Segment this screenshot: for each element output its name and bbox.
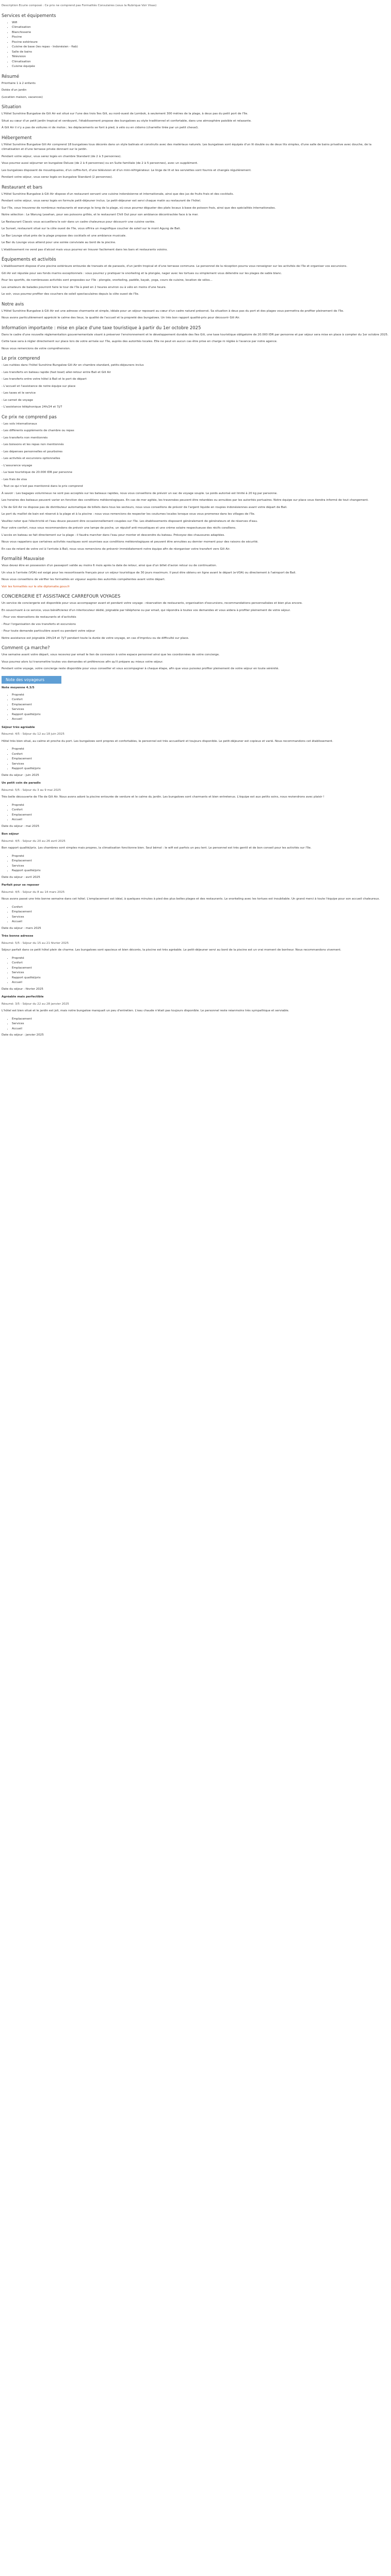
- paragraph: Pendant votre voyage, votre concierge reste disponible pour vous conseiller et vous accompagner à chaque étape, afin que vous puissiez profiter pleinement de votre séjour en toute sérénité.: [2, 667, 280, 670]
- hebergement-title: Hébergement: [2, 135, 32, 141]
- restaurant-section: [2, 184, 389, 253]
- review-meta: Résumé: 4/5 - Séjour du 8 au 14 mars 2025: [2, 890, 65, 894]
- paragraph: Veuillez noter que l'électricité et l'eau douce peuvent être occasionnellement coupées sur l'île. Les établissements disposent généralement de générateurs et de réserves d'eau.: [2, 519, 258, 523]
- review-criteria-list: [2, 1017, 389, 1032]
- paragraph: Le port du maillot de bain est réservé à la plage et à la piscine : nous vous remercions de respecter les coutumes locales lorsque vous vous promenez dans les villages de l'île.: [2, 513, 255, 516]
- conciergerie-section: [2, 594, 389, 641]
- paragraph: Vous devez être en possession d'un passeport valide au moins 6 mois après la date de retour, ainsi que d'un billet d'avion retour ou de continuation.: [2, 564, 217, 567]
- paragraph: Le Restaurant Classic vous accueillera le soir dans un cadre chaleureux pour découvrir une cuisine variée.: [2, 220, 155, 224]
- paragraph: Cette taxe sera à régler directement sur place lors de votre arrivée sur l'île, auprès des autorités locales. Elle ne peut en aucun cas être prise en charge ni réglée à l'avance par notre agence.: [2, 340, 278, 343]
- review-criteria-list: [2, 803, 389, 823]
- paragraph: L'accès en bateau se fait directement sur la plage : il faudra marcher dans l'eau pour monter et descendre du bateau. Prévoyez des chaussures adaptées.: [2, 533, 225, 537]
- review-title: Très bonne adresse: [2, 935, 34, 938]
- review-meta: Résumé: 5/5 - Séjour du 3 au 9 mai 2025: [2, 788, 61, 792]
- paragraph: L'Hôtel Sunshine Bungalow à Gili Air est une adresse charmante et simple, idéale pour un séjour reposant au cœur d'un cadre naturel préservé. Sa situation à deux pas du port et des plages vous permettra de profiter pleinement de l'île.: [2, 309, 344, 313]
- list-item: • Accueil: [12, 980, 389, 986]
- paragraph: Pendant votre séjour, vous serez logés en formule petit-déjeuner inclus. Le petit-déjeuner est servi chaque matin au restaurant de l'hôtel.: [2, 199, 201, 202]
- paragraph: Le Bar Lounge situé près de la plage propose des cocktails et une ambiance musicale.: [2, 234, 126, 238]
- list-item: - Les différents suppléments de chambre ou repas: [2, 429, 74, 432]
- avis-title: Notre avis: [2, 301, 24, 307]
- review-date: Date du séjour : avril 2025: [2, 875, 40, 879]
- list-item: - La taxe touristique de 20.000 IDR par personne: [2, 471, 73, 474]
- list-item: - Les transferts non mentionnés: [2, 436, 48, 439]
- important-title: Information importante : mise en place d'une taxe touristique à partir du 1er octobre 2025: [2, 325, 201, 331]
- list-item: • Rapport qualité/prix: [12, 976, 389, 981]
- review-title: Bon séjour: [2, 833, 19, 836]
- list-item: • Accueil: [12, 1027, 389, 1032]
- review-date: Date du séjour : mars 2025: [2, 926, 41, 930]
- paragraph: Les amateurs de balades pourront faire le tour de l'île à pied en 2 heures environ ou à vélo en moins d'une heure.: [2, 285, 167, 289]
- list-item: • Salle de bains: [12, 50, 389, 55]
- summary-score: 4.3/5: [26, 686, 35, 689]
- list-item: • Emplacement: [12, 859, 389, 864]
- list-item: • Services: [12, 864, 389, 869]
- paragraph: Pendant votre séjour, vous serez logés en bungalow Standard (2 personnes).: [2, 176, 113, 179]
- reviews-list: [2, 725, 389, 1038]
- paragraph: Un service de conciergerie est disponible pour vous accompagner avant et pendant votre voyage : réservation de restaurants, organisation d'excursions, recommandations personnalisées et bien plus encore.: [2, 602, 303, 605]
- list-item: • Confort: [12, 905, 389, 910]
- hebergement-section: [2, 135, 389, 180]
- breadcrumb: Description Ecurie composé : Ce prix ne comprend pas Formalités Consulaires (sous la Rubrique Voir Visas): [2, 4, 157, 7]
- review-text: Bon rapport qualité/prix. Les chambres sont simples mais propres, la climatisation fonctionne bien. Seul bémol : le wifi est parfois un peu lent. Le personnel est très gentil et de bon conseil pour les activités sur l'île.: [2, 846, 312, 850]
- resume-section: [2, 74, 389, 100]
- paragraph: L'établissement dispose d'une piscine extérieure entourée de transats et de parasols, d'un jardin tropical et d'une terrasse commune. Le personnel de la réception pourra vous renseigner sur les activités de l'île et organiser vos excursions.: [2, 265, 348, 268]
- page: [0, 0, 391, 1038]
- paragraph: Situé au cœur d'un petit jardin tropical et verdoyant, l'établissement propose des bungalows au style traditionnel et confortable, dans une atmosphère paisible et relaxante.: [2, 119, 252, 123]
- resume-title: Résumé: [2, 74, 20, 79]
- comment-title: Comment ça marche?: [2, 646, 50, 651]
- list-item: • Cuisine de base (les repas - Indonésien - fiab): [12, 45, 389, 50]
- review-meta: Résumé: 5/5 - Séjour du 15 au 21 février 2025: [2, 941, 69, 945]
- list-item: • Accueil: [12, 920, 389, 925]
- list-item: • Wifi: [12, 21, 389, 26]
- avis-section: [2, 301, 389, 321]
- review-criteria-list: [2, 956, 389, 986]
- review-item: [2, 883, 389, 931]
- review-text: Nous avons passé une très bonne semaine dans cet hôtel. L'emplacement est idéal, à quelques minutes à pied des plus belles plages et des restaurants. Le snorkeling avec les tortues est inoubliable. Un grand merci à toute l'équipe pour son accueil chaleureux.: [2, 897, 380, 901]
- list-item: • Confort: [12, 698, 389, 703]
- services-list: [2, 21, 389, 70]
- review-date: Date du séjour : janvier 2025: [2, 1033, 44, 1037]
- review-meta: Résumé: 3/5 - Séjour du 22 au 28 janvier 2025: [2, 1002, 69, 1006]
- non-compris-section: [2, 414, 389, 489]
- paragraph: Notre sélection : Le Warung Lesehan, pour ses poissons grillés, et le restaurant Chill Out pour son ambiance décontractée face à la mer.: [2, 213, 199, 216]
- list-item: • Propreté: [12, 803, 389, 808]
- list-item: • Propreté: [12, 854, 389, 859]
- list-item: • Rapport qualité/prix: [12, 869, 389, 874]
- formalite-section: [2, 556, 389, 589]
- paragraph: Nous vous remercions de votre compréhension.: [2, 347, 71, 350]
- list-item: - Les nuitées dans l'hôtel Sunshine Bungalow Gili Air en chambre standard, petits-déjeuners inclus: [2, 364, 144, 367]
- paragraph: L'Hôtel Sunshine Bungalow à Gili Air dispose d'un restaurant servant une cuisine indonésienne et internationale, ainsi que des jus de fruits frais et des cocktails.: [2, 192, 234, 196]
- list-item: • Propreté: [12, 956, 389, 961]
- list-item: • Services: [12, 707, 389, 713]
- paragraph: L'Hôtel Sunshine Bungalow Gili Air comprend 18 bungalows tous décorés dans un style balinais et construits avec des matériaux naturels. Les bungalows sont équipés d'un lit double ou de deux lits simples, d'une salle de bains privative avec douche, de la climatisation et d'une terrasse privée donnant sur le jardin.: [2, 143, 372, 151]
- review-meta: Résumé: 4/5 - Séjour du 20 au 26 avril 2025: [2, 839, 66, 843]
- list-item: - Les frais de visa: [2, 478, 27, 481]
- reviews-summary: [2, 686, 389, 722]
- paragraph: Les bungalows disposent de moustiquaires, d'un coffre-fort, d'une télévision et d'un mini-réfrigérateur. Le linge de lit et les serviettes sont fournis et changés régulièrement.: [2, 168, 252, 172]
- review-criteria-list: [2, 854, 389, 874]
- paragraph: Nous avons particulièrement apprécié le calme des lieux, la qualité de l'accueil et la propreté des bungalows. Un très bon rapport qualité-prix pour découvrir Gili Air.: [2, 316, 240, 319]
- resume-line: Dotée d'un jardin: [2, 89, 27, 92]
- comment-section: [2, 645, 389, 672]
- list-item: • Rapport qualité/prix: [12, 767, 389, 772]
- list-item: • Accueil: [12, 717, 389, 722]
- equipements-section: [2, 257, 389, 297]
- list-item: • Emplacement: [12, 1017, 389, 1022]
- review-title: Agréable mais perfectible: [2, 995, 44, 998]
- resume-line: Prioritaire 1 à 2 enfants: [2, 81, 36, 85]
- review-item: [2, 832, 389, 880]
- list-item: - L'accueil et l'assistance de notre équipe sur place: [2, 384, 76, 388]
- list-item: - Les transferts en bateau rapide (fast boat) aller-retour entre Bali et Gili Air: [2, 370, 111, 374]
- equipements-title: Équipements et activités: [2, 257, 56, 262]
- criteria-list: [2, 693, 389, 722]
- compris-title: Le prix comprend: [2, 356, 40, 361]
- paragraph: Le soir, vous pourrez profiter des couchers de soleil spectaculaires depuis la côte ouest de l'île.: [2, 293, 139, 296]
- situation-section: [2, 104, 389, 131]
- review-item: [2, 725, 389, 778]
- list-item: • Confort: [12, 752, 389, 757]
- review-meta: Résumé: 4/5 - Séjour du 12 au 18 juin 2025: [2, 733, 64, 736]
- paragraph: - Pour vos réservations de restaurants et d'activités: [2, 616, 76, 619]
- paragraph: Pour les sportifs, de nombreuses activités sont proposées sur l'île : plongée, snorkeling, paddle, kayak, yoga, cours de cuisine, location de vélos...: [2, 279, 213, 282]
- review-item: [2, 934, 389, 992]
- list-item: • Propreté: [12, 747, 389, 752]
- list-item: • Télévision: [12, 55, 389, 60]
- list-item: • Services: [12, 762, 389, 767]
- list-item: • Services: [12, 971, 389, 976]
- paragraph: Pour votre confort, nous vous recommandons de prévoir une lampe de poche, un répulsif anti-moustiques et une crème solaire respectueuse des récifs coralliens.: [2, 527, 236, 530]
- paragraph: L'établissement ne vend pas d'alcool mais vous pourrez en trouver facilement dans les bars et restaurants voisins.: [2, 248, 168, 251]
- list-item: - Tout ce qui n'est pas mentionné dans le prix comprend: [2, 485, 83, 488]
- restaurant-title: Restaurant et bars: [2, 184, 43, 190]
- review-title: Parfait pour se reposer: [2, 884, 40, 887]
- paragraph: En cas de retard de votre vol à l'arrivée à Bali, nous vous remercions de prévenir immédiatement notre équipe afin de réorganiser votre transfert vers Gili Air.: [2, 547, 231, 551]
- list-item: - Les boissons et les repas non mentionnés: [2, 443, 64, 446]
- situation-title: Situation: [2, 105, 21, 110]
- review-item: [2, 995, 389, 1038]
- paragraph: À Gili Air il n'y a pas de voitures ni de motos ; les déplacements se font à pied, à vélo ou en cidomo (charrette tirée par un petit cheval).: [2, 126, 199, 129]
- paragraph: Gili Air est réputée pour ses fonds marins exceptionnels : vous pourrez y pratiquer le snorkeling et la plongée, nager avec les tortues ou simplement vous détendre sur les plages de sable blanc.: [2, 272, 282, 275]
- list-item: - Les vols internationaux: [2, 422, 37, 426]
- review-date: Date du séjour : juin 2025: [2, 773, 39, 777]
- paragraph: L'île de Gili Air ne dispose pas de distributeur automatique de billets dans tous les secteurs, nous vous conseillons de prévoir de l'argent liquide en roupies indonésiennes avant votre départ de Bali.: [2, 505, 287, 509]
- paragraph: Le Sunset, restaurant situé sur la côte ouest de l'île, vous offrira un magnifique coucher de soleil sur le mont Agung de Bali.: [2, 227, 181, 230]
- review-title: Séjour très agréable: [2, 725, 35, 729]
- paragraph: À savoir : Les bagages volumineux ne sont pas acceptés sur les bateaux rapides, nous vous conseillons de prévoir un sac de voyage souple. Le poids autorisé est limité à 20 kg par personne.: [2, 492, 278, 495]
- paragraph: Dans le cadre d'une nouvelle réglementation gouvernementale visant à préserver l'environnement et le développement durable des îles Gili, une taxe touristique obligatoire de 20.000 IDR par personne et par séjour sera mise en place à compter du 1er octobre 2025.: [2, 333, 388, 336]
- services-title: Services et équipements: [2, 13, 56, 19]
- list-item: • Emplacement: [12, 757, 389, 762]
- paragraph: Les horaires des bateaux peuvent varier en fonction des conditions météorologiques. En cas de mer agitée, les traversées peuvent être retardées ou annulées par les autorités portuaires. Notre équipe sur place vous tiendra informé de tout changement.: [2, 499, 369, 502]
- list-item: - L'assurance voyage: [2, 464, 32, 467]
- list-item: • Accueil: [12, 818, 389, 823]
- paragraph: L'Hôtel Sunshine Bungalow de Gili Air est situé sur l'une des trois îles Gili, au nord-ouest de Lombok, à seulement 300 mètres de la plage, à deux pas du petit port de l'île.: [2, 112, 248, 115]
- summary-label: Note moyenne: [2, 686, 25, 689]
- list-item: - L'assistance téléphonique 24h/24 et 7j/7: [2, 405, 62, 409]
- info-section: [2, 492, 389, 552]
- review-text: Séjour parfait dans ce petit hôtel plein de charme. Les bungalows sont spacieux et bien décorés, la piscine est très agréable. Le petit-déjeuner servi au bord de la piscine est un vrai moment de bonheur. Nous recommandons vivement.: [2, 948, 341, 952]
- conciergerie-title: CONCIERGERIE ET ASSISTANCE CARREFOUR VOYAGES: [2, 594, 121, 599]
- list-item: • Services: [12, 1022, 389, 1027]
- list-item: • Emplacement: [12, 813, 389, 818]
- services-section: [2, 13, 389, 70]
- list-item: • Cuisine équipée: [12, 64, 389, 70]
- list-item: • Services: [12, 915, 389, 920]
- review-criteria-list: [2, 905, 389, 925]
- list-item: - Les taxes et le service: [2, 392, 36, 395]
- paragraph: Sur l'île, vous trouverez de nombreux restaurants et warungs le long de la plage, où vous pourrez déguster des plats locaux à base de poisson frais, ainsi que des spécialités internationales.: [2, 206, 276, 210]
- formalite-link[interactable]: Voir les formalités sur le site diplomatie.gouv.fr: [2, 585, 70, 588]
- list-item: • Propreté: [12, 693, 389, 698]
- list-item: • Confort: [12, 808, 389, 813]
- list-item: • Confort: [12, 961, 389, 966]
- review-text: Hôtel très bien situé, au calme et proche du port. Les bungalows sont propres et confortables, le personnel est très accueillant et toujours disponible. Le petit-déjeuner est copieux et varié. Nous recommandons cet établissement.: [2, 739, 333, 743]
- paragraph: Notre assistance est joignable 24h/24 et 7j/7 pendant toute la durée de votre voyage, en cas d'imprévu ou de difficulté sur place.: [2, 636, 189, 640]
- list-item: • Climatisation: [12, 25, 389, 30]
- compris-section: [2, 355, 389, 410]
- review-title: Un petit coin de paradis: [2, 782, 41, 785]
- list-item: • Emplacement: [12, 910, 389, 915]
- paragraph: Vous pourrez aussi séjourner en bungalow Deluxe (de 2 à 4 personnes) ou en Suite familiale (de 2 à 5 personnes), avec un supplément.: [2, 162, 198, 165]
- non-compris-title: Ce prix ne comprend pas: [2, 414, 57, 420]
- paragraph: Le Bar du Lounge vous attend pour une soirée conviviale au bord de la piscine.: [2, 241, 116, 244]
- paragraph: - Pour l'organisation de vos transferts et excursions: [2, 622, 76, 626]
- reviews-bar: Note des voyageurs: [2, 676, 61, 684]
- paragraph: Une semaine avant votre départ, vous recevrez par email le lien de connexion à votre espace personnel ainsi que les coordonnées de votre concierge.: [2, 653, 220, 656]
- paragraph: Pendant votre séjour, vous serez logés en chambre Standard (de 2 à 3 personnes).: [2, 155, 122, 158]
- list-item: • Piscine: [12, 35, 389, 40]
- paragraph: Un visa à l'arrivée (VOA) est exigé pour les ressortissants français pour un séjour touristique de 30 jours maximum. Il peut être obtenu en ligne avant le départ (e-VOA) ou directement à l'aéroport de Bali.: [2, 571, 297, 574]
- list-item: • Blanchisserie: [12, 30, 389, 36]
- review-date: Date du séjour : février 2025: [2, 987, 43, 991]
- important-section: [2, 325, 389, 352]
- paragraph: Vous pourrez alors lui transmettre toutes vos demandes et préférences afin qu'il prépare au mieux votre séjour.: [2, 660, 164, 664]
- list-item: - Le carnet de voyage: [2, 398, 33, 402]
- review-text: Très belle découverte de l'île de Gili Air. Nous avons adoré la piscine entourée de verdure et le calme du jardin. Les bungalows sont charmants et bien entretenus. L'équipe est aux petits soins, nous reviendrons avec plaisir !: [2, 795, 324, 799]
- list-item: • Rapport qualité/prix: [12, 713, 389, 718]
- paragraph: Nous vous conseillons de vérifier les formalités en vigueur auprès des autorités compétentes avant votre départ.: [2, 578, 166, 581]
- review-date: Date du séjour : mai 2025: [2, 824, 40, 828]
- resume-line: (Location maison, vacances): [2, 95, 43, 99]
- list-item: - Les dépenses personnelles et pourboires: [2, 450, 63, 453]
- review-criteria-list: [2, 747, 389, 772]
- list-item: • Emplacement: [12, 703, 389, 708]
- list-item: - Les activités et excursions optionnelles: [2, 457, 60, 460]
- paragraph: En souscrivant à ce service, vous bénéficierez d'un interlocuteur dédié, joignable par téléphone ou par email, qui répondra à toutes vos demandes et vous aidera à profiter pleinement de votre séjour.: [2, 608, 291, 612]
- formalite-title: Formalité Mauvaise: [2, 556, 44, 562]
- paragraph: Nous vous rappelons que certaines activités nautiques sont soumises aux conditions météorologiques et peuvent être annulées au dernier moment pour des raisons de sécurité.: [2, 540, 258, 544]
- list-item: - Les transferts entre votre hôtel à Bali et le port de départ: [2, 378, 87, 381]
- list-item: • Emplacement: [12, 966, 389, 971]
- review-item: [2, 781, 389, 829]
- review-text: L'hôtel est bien situé et le jardin est joli, mais notre bungalow manquait un peu d'entretien. L'eau chaude n'était pas toujours disponible. Le personnel reste néanmoins très sympathique et serviable.: [2, 1009, 289, 1012]
- paragraph: - Pour toute demande particulière avant ou pendant votre séjour: [2, 630, 95, 633]
- list-item: • Piscine extérieure: [12, 40, 389, 45]
- list-item: • Climatisation: [12, 60, 389, 65]
